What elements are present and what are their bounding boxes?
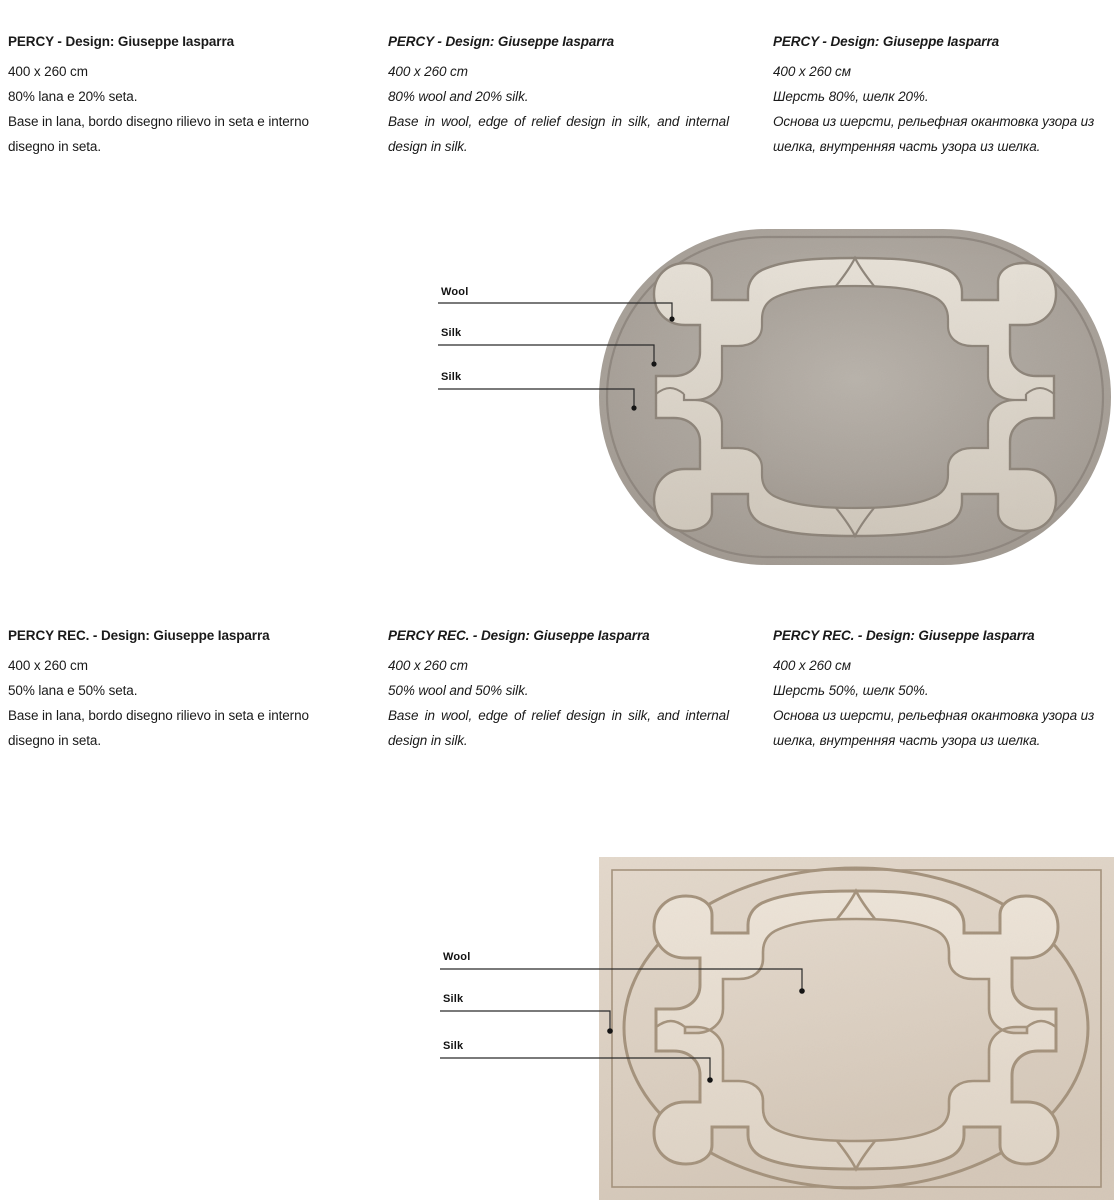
- product-composition-en-rec: 50% wool and 50% silk.: [388, 683, 529, 698]
- leader-line-silk1-percy-rec: [438, 1004, 638, 1036]
- spec-column-it-percy: [0, 34, 380, 159]
- product-size-en-rec: 400 x 260 cm: [388, 658, 468, 673]
- callout-label-wool-percy-rec: Wool: [443, 951, 471, 963]
- product-composition-it-rec: 50% lana e 50% seta.: [8, 683, 138, 698]
- spec-row-percy: [0, 34, 1114, 159]
- product-title-en-rec: PERCY REC. - Design: Giuseppe Iasparra: [388, 628, 650, 643]
- product-composition-it: 80% lana e 20% seta.: [8, 89, 138, 104]
- product-composition-ru: Шерсть 80%, шелк 20%.: [773, 89, 929, 104]
- product-size-it: 400 x 260 cm: [8, 64, 88, 79]
- callout-label-silk2-percy: Silk: [441, 371, 462, 383]
- product-description-en-rec: Base in wool, edge of relief design in silk, and internal design in silk.: [388, 708, 729, 748]
- product-description-ru-rec: Основа из шерсти, рельефная окантовка узора из шелка, внутренняя часть узора из шелка.: [773, 708, 1095, 748]
- spec-column-ru-percy-rec: [765, 628, 1114, 753]
- product-size-ru: 400 x 260 см: [773, 64, 851, 79]
- product-title-en: PERCY - Design: Giuseppe Iasparra: [388, 34, 615, 49]
- product-description-it-rec: Base in lana, bordo disegno rilievo in seta e interno disegno in seta.: [8, 708, 309, 748]
- callout-label-silk2-percy-rec: Silk: [443, 1040, 464, 1052]
- leader-line-wool-percy-rec: [438, 962, 818, 998]
- product-composition-en: 80% wool and 20% silk.: [388, 89, 529, 104]
- spec-row-percy-rec: [0, 628, 1114, 753]
- product-title-ru: PERCY - Design: Giuseppe Iasparra: [773, 34, 1000, 49]
- callout-label-silk1-percy: Silk: [441, 327, 462, 339]
- spec-column-it-percy-rec: [0, 628, 380, 753]
- product-size-ru-rec: 400 x 260 см: [773, 658, 851, 673]
- spec-column-en-percy: [380, 34, 765, 159]
- callout-label-wool-percy: Wool: [441, 286, 469, 298]
- product-title-it-rec: PERCY REC. - Design: Giuseppe Iasparra: [8, 628, 270, 643]
- product-title-ru-rec: PERCY REC. - Design: Giuseppe Iasparra: [773, 628, 1035, 643]
- rug-figure-percy-rec: [599, 857, 1114, 1200]
- rug-figure-percy-oval: [596, 226, 1114, 568]
- product-description-it: Base in lana, bordo disegno rilievo in seta e interno disegno in seta.: [8, 114, 309, 154]
- leader-line-silk2-percy-rec: [438, 1051, 738, 1087]
- product-size-it-rec: 400 x 260 cm: [8, 658, 88, 673]
- product-title-it: PERCY - Design: Giuseppe Iasparra: [8, 34, 235, 49]
- product-size-en: 400 x 260 cm: [388, 64, 468, 79]
- leader-line-silk2-percy: [436, 382, 656, 414]
- product-composition-ru-rec: Шерсть 50%, шелк 50%.: [773, 683, 929, 698]
- product-description-en: Base in wool, edge of relief design in silk, and internal design in silk.: [388, 114, 729, 154]
- spec-column-ru-percy: [765, 34, 1114, 159]
- leader-line-wool-percy: [436, 296, 686, 326]
- spec-column-en-percy-rec: [380, 628, 765, 753]
- callout-label-silk1-percy-rec: Silk: [443, 993, 464, 1005]
- product-description-ru: Основа из шерсти, рельефная окантовка узора из шелка, внутренняя часть узора из шелка.: [773, 114, 1095, 154]
- leader-line-silk1-percy: [436, 338, 676, 370]
